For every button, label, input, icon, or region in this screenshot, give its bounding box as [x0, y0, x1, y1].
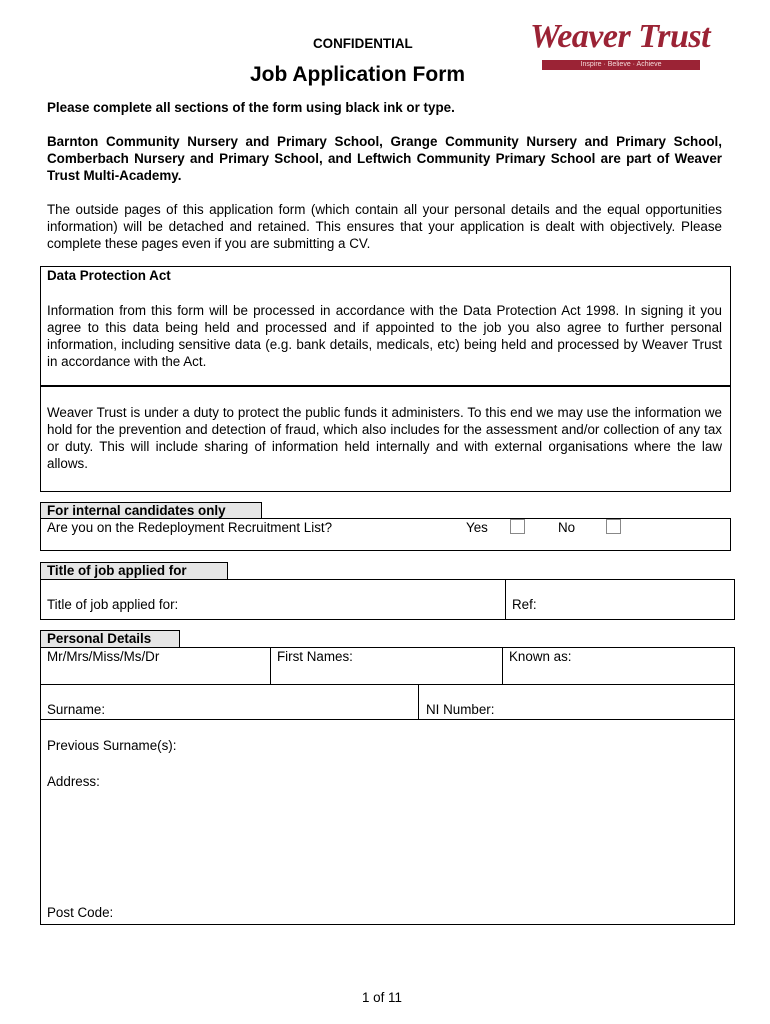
- yes-label: Yes: [466, 520, 488, 535]
- salutation-divider: [270, 647, 271, 684]
- data-protection-heading: Data Protection Act: [47, 268, 171, 283]
- page-title: Job Application Form: [250, 63, 466, 86]
- surname-divider: [418, 684, 419, 719]
- salutation-field[interactable]: Mr/Mrs/Miss/Ms/Dr: [47, 649, 160, 664]
- known-as-field[interactable]: Known as:: [509, 649, 572, 664]
- surname-field[interactable]: Surname:: [47, 702, 106, 717]
- post-code-field[interactable]: Post Code:: [47, 905, 114, 920]
- page-number: 1 of 11: [362, 990, 402, 1005]
- logo-wordmark: Weaver Trust: [530, 18, 711, 55]
- internal-candidates-heading: For internal candidates only: [40, 502, 262, 519]
- job-title-field[interactable]: Title of job applied for:: [47, 597, 179, 612]
- ni-number-field[interactable]: NI Number:: [426, 702, 495, 717]
- row1-divider: [40, 684, 735, 685]
- yes-checkbox[interactable]: [510, 519, 525, 534]
- personal-details-heading: Personal Details: [40, 630, 180, 648]
- no-label: No: [558, 520, 576, 535]
- no-checkbox[interactable]: [606, 519, 621, 534]
- instruction-text: Please complete all sections of the form using black ink or type.: [47, 100, 455, 115]
- job-ref-divider: [505, 579, 506, 619]
- address-field[interactable]: Address:: [47, 774, 100, 789]
- outside-pages-text: The outside pages of this application form (which contain all your personal details and the equal opportunities information) will be detached and retained. This ensures that your application is dealt with objectively. Please complete these pages even if you are submitting a CV.: [47, 202, 722, 251]
- first-names-field[interactable]: First Names:: [277, 649, 353, 664]
- weaver-trust-logo: [528, 18, 720, 74]
- redeployment-question: Are you on the Redeployment Recruitment List?: [47, 520, 333, 535]
- row2-divider: [40, 719, 735, 720]
- fraud-text: Weaver Trust is under a duty to protect the public funds it administers. To this end we may use the information we hold for the prevention and detection of fraud, which also includes for the assessment and/or collection of any tax or duty. This will include sharing of information held internally and with external organisations where the law allows.: [47, 405, 722, 471]
- schools-text: Barnton Community Nursery and Primary School, Grange Community Nursery and Primary School, Comberbach Nursery and Primary School, and Leftwich Community Primary School are part of Weaver Trust Multi-Academy.: [47, 134, 722, 183]
- previous-surnames-field[interactable]: Previous Surname(s):: [47, 738, 177, 753]
- ref-field[interactable]: Ref:: [512, 597, 537, 612]
- job-title-heading: Title of job applied for: [40, 562, 228, 580]
- first-names-divider: [502, 647, 503, 684]
- confidential-label: CONFIDENTIAL: [313, 36, 413, 51]
- logo-tagline: Inspire · Believe · Achieve: [542, 60, 700, 70]
- data-protection-body: Information from this form will be processed in accordance with the Data Protection Act 1998. In signing it you agree to this data being held and processed and if appointed to the job you also agree to further personal information, including sensitive data (e.g. bank details, medicals, etc) being held and processed by Weaver Trust in accordance with the Act.: [47, 303, 722, 369]
